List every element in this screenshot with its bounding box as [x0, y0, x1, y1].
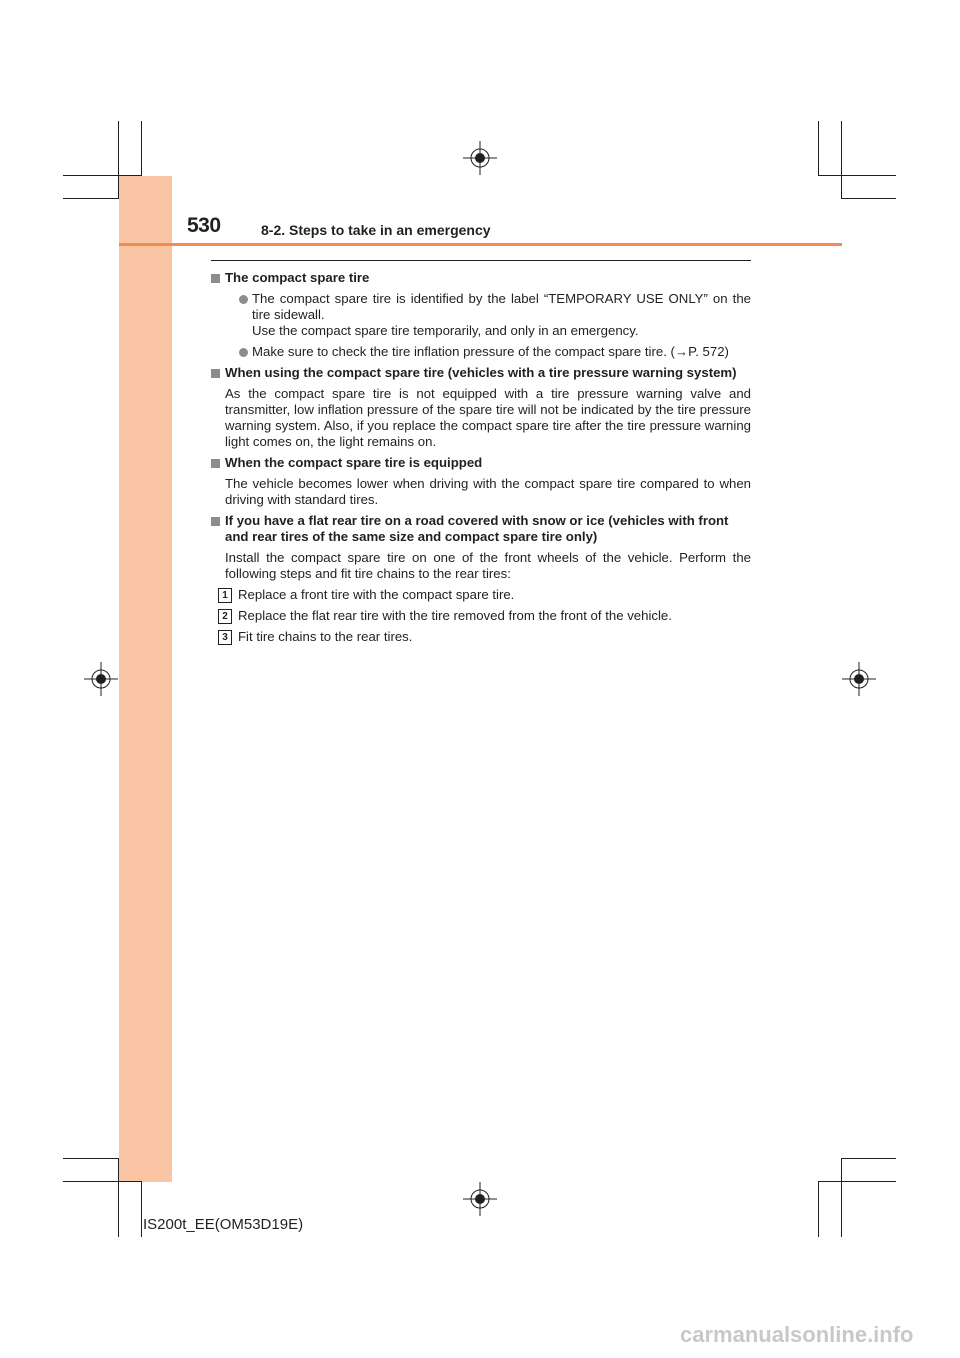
crop-mark [118, 1158, 119, 1237]
section-title: 8-2. Steps to take in an emergency [261, 222, 491, 238]
registration-mark-icon [463, 1182, 497, 1216]
crop-mark [141, 121, 142, 176]
bullet-text: Make sure to check the tire inflation pressure of the compact spare tire. (→P. 572) [252, 344, 729, 359]
bullet-text: The compact spare tire is identified by the label “TEMPORARY USE ONLY” on the tire sidewall. [252, 291, 751, 322]
crop-mark [118, 121, 119, 199]
bullet-text: Use the compact spare tire temporarily, and only in an emergency. [252, 323, 639, 338]
chapter-sidebar-tab [119, 176, 172, 1182]
crop-mark [818, 121, 819, 176]
section-heading: If you have a flat rear tire on a road covered with snow or ice (vehicles with front and rear tires of the same size and compact spare tire only) [225, 513, 729, 544]
crop-mark [841, 1158, 896, 1159]
step-item [211, 608, 751, 624]
section-compact-spare-equipped [211, 455, 751, 508]
square-bullet-icon [211, 274, 220, 283]
square-bullet-icon [211, 369, 220, 378]
circle-bullet-icon [239, 348, 248, 357]
square-bullet-icon [211, 459, 220, 468]
page-number: 530 [187, 214, 221, 237]
crop-mark [818, 1181, 819, 1237]
step-item [211, 629, 751, 645]
registration-mark-icon [842, 662, 876, 696]
crop-mark [63, 198, 119, 199]
section-heading: The compact spare tire [225, 270, 370, 285]
section-paragraph: The vehicle becomes lower when driving with the compact spare tire compared to when driving with standard tires. [225, 476, 751, 507]
content-body [211, 270, 751, 650]
model-code: IS200t_EE(OM53D19E) [143, 1216, 304, 1233]
watermark: carmanualsonline.info [680, 1322, 914, 1347]
crop-mark [818, 175, 896, 176]
crop-mark [141, 1181, 142, 1237]
crop-mark [63, 175, 142, 176]
step-item [211, 587, 751, 603]
crop-mark [818, 1181, 896, 1182]
step-text: Fit tire chains to the rear tires. [238, 629, 413, 644]
section-tire-pressure-warning [211, 365, 751, 450]
section-paragraph: As the compact spare tire is not equipped with a tire pressure warning valve and transmitter, low inflation pressure of the spare tire will not be indicated by the tire pressure warning system. Also, if you replace the compact spare tire after the tire pressure warning light comes on, the light remains on. [225, 386, 751, 449]
crop-mark [841, 198, 896, 199]
registration-mark-icon [84, 662, 118, 696]
step-text: Replace a front tire with the compact spare tire. [238, 587, 515, 602]
step-number: 1 [218, 588, 232, 603]
step-number: 2 [218, 609, 232, 624]
crop-mark [63, 1158, 119, 1159]
section-flat-rear-tire-snow [211, 513, 751, 645]
section-heading: When the compact spare tire is equipped [225, 455, 483, 470]
crop-mark [841, 1158, 842, 1237]
content-divider [211, 260, 751, 261]
list-item [225, 291, 751, 339]
step-number: 3 [218, 630, 232, 645]
circle-bullet-icon [239, 295, 248, 304]
section-heading: When using the compact spare tire (vehicles with a tire pressure warning system) [225, 365, 737, 380]
section-compact-spare-tire [211, 270, 751, 360]
section-paragraph: Install the compact spare tire on one of the front wheels of the vehicle. Perform the following steps and fit tire chains to the rear tires: [225, 550, 751, 581]
list-item [225, 344, 751, 360]
registration-mark-icon [463, 141, 497, 175]
crop-mark [841, 121, 842, 199]
header-divider [119, 243, 842, 246]
square-bullet-icon [211, 517, 220, 526]
step-text: Replace the flat rear tire with the tire removed from the front of the vehicle. [238, 608, 672, 623]
crop-mark [63, 1181, 142, 1182]
